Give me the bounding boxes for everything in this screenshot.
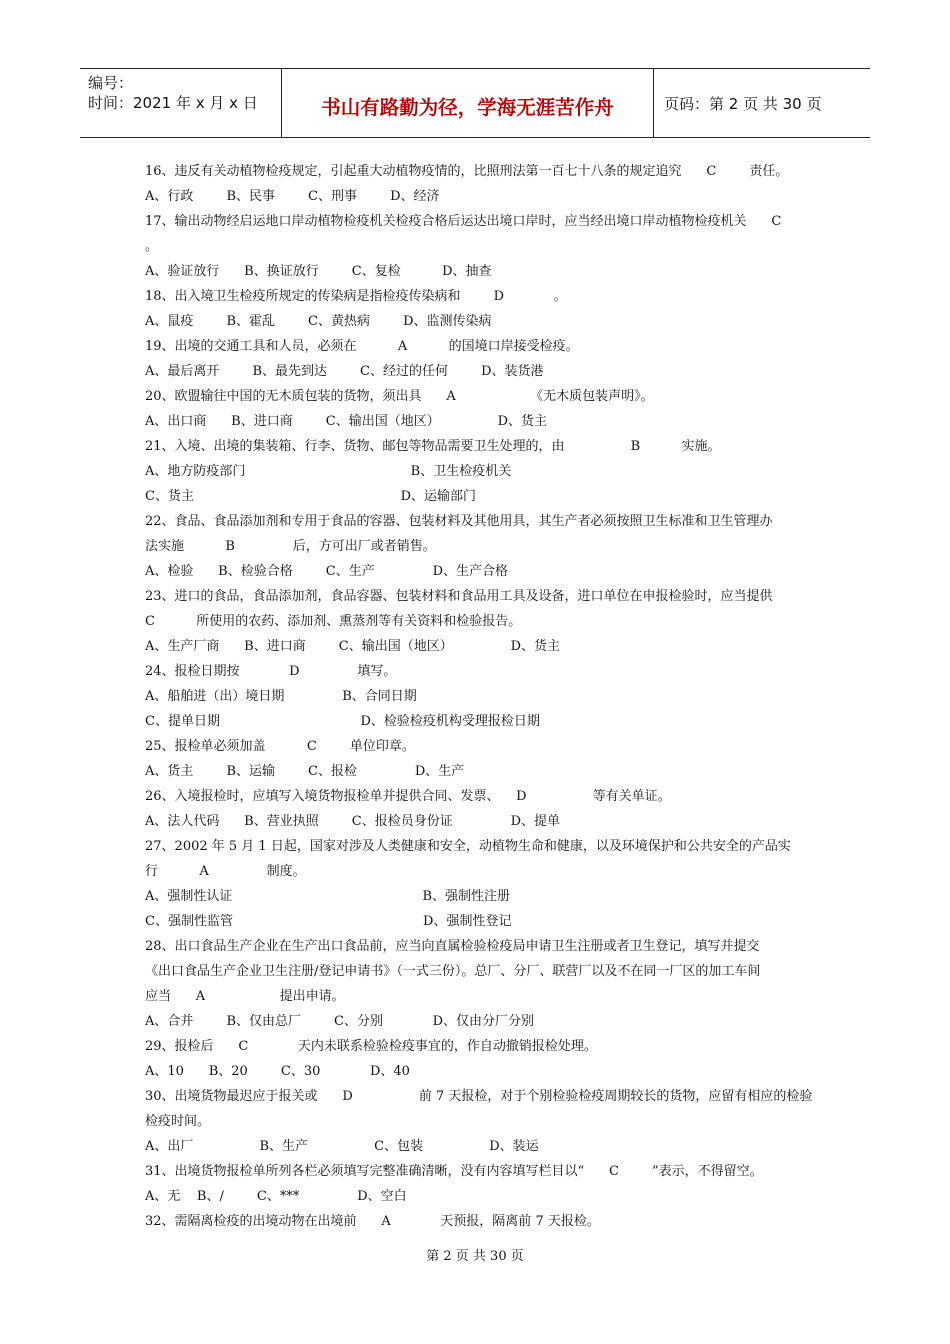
text-line: 法实施 B 后，方可出厂或者销售。 (145, 539, 436, 554)
text-line: 22、食品、食品添加剂和专用于食品的容器、包装材料及其他用具，其生产者必须按照卫生标准和卫生管理办 (145, 514, 773, 529)
text-line: 。 (145, 239, 159, 254)
text-line: A、生产厂商 B、进口商 C、输出国（地区） D、货主 (145, 639, 561, 654)
text-line: 16、违反有关动植物检疫规定，引起重大动植物疫情的，比照刑法第一百七十八条的规定追究 C 责任。 (145, 164, 789, 179)
text-line: A、无 B、/ C、*** D、空白 (145, 1189, 407, 1204)
page-footer: 第 2 页 共 30 页 (426, 1249, 524, 1264)
text-line: A、船舶进（出）境日期 B、合同日期 (145, 689, 417, 704)
text-line: A、验证放行 B、换证放行 C、复检 D、抽查 (145, 264, 492, 279)
question-list (145, 159, 813, 1234)
text-line: 行 A 制度。 (145, 864, 306, 879)
page-header (80, 68, 870, 138)
text-line: C 所使用的农药、添加剂、熏蒸剂等有关资料和检验报告。 (145, 614, 522, 629)
text-line: A、最后离开 B、最先到达 C、经过的任何 D、装货港 (145, 364, 544, 379)
text-line: 29、报检后 C 天内未联系检验检疫事宜的，作自动撤销报检处理。 (145, 1039, 597, 1054)
text-line: 23、进口的食品，食品添加剂，食品容器、包装材料和食品用工具及设备，进口单位在申报检验时，应当提供 (145, 589, 773, 604)
text-line: 30、出境货物最迟应于报关或 D 前 7 天报检，对于个别检验检疫周期较长的货物，应留有相应的检验 (145, 1089, 813, 1104)
text-line: 26、入境报检时，应填写入境货物报检单并提供合同、发票、 D 等有关单证。 (145, 789, 671, 804)
text-line: 17、输出动物经启运地口岸动植物检疫机关检疫合格后运达出境口岸时，应当经出境口岸动植物检疫机关 C (145, 214, 782, 229)
text-line: 18、出入境卫生检疫所规定的传染病是指检疫传染病和 D 。 (145, 289, 567, 304)
text-line: A、检验 B、检验合格 C、生产 D、生产合格 (145, 564, 509, 579)
text-line: A、地方防疫部门 B、卫生检疫机关 (145, 464, 512, 479)
text-line: A、法人代码 B、营业执照 C、报检员身份证 D、提单 (145, 814, 561, 829)
header-page-label: 页码：第 2 页 共 30 页 (664, 94, 822, 113)
text-line: 28、出口食品生产企业在生产出口食品前，应当向直属检验检疫局申请卫生注册或者卫生登记，填写并提交 (145, 939, 760, 954)
text-line: A、行政 B、民事 C、刑事 D、经济 (145, 189, 440, 204)
text-line: 32、需隔离检疫的出境动物在出境前 A 天预报，隔离前 7 天报检。 (145, 1214, 600, 1229)
text-line: 21、入境、出境的集装箱、行李、货物、邮包等物品需要卫生处理的，由 B 实施。 (145, 439, 721, 454)
text-line: A、鼠疫 B、霍乱 C、黄热病 D、监测传染病 (145, 314, 492, 329)
text-line: 25、报检单必须加盖 C 单位印章。 (145, 739, 415, 754)
header-motto: 书山有路勤为径，学海无涯苦作舟 (282, 69, 654, 137)
text-line: 19、出境的交通工具和人员，必须在 A 的国境口岸接受检疫。 (145, 339, 579, 354)
text-line: A、10 B、20 C、30 D、40 (145, 1064, 410, 1079)
header-left-cell (80, 69, 282, 137)
text-line: 31、出境货物报检单所列各栏必须填写完整准确清晰，没有内容填写栏目以“ C ”表示，不得留空。 (145, 1164, 763, 1179)
text-line: A、出口商 B、进口商 C、输出国（地区） D、货主 (145, 414, 548, 429)
text-line: C、提单日期 D、检验检疫机构受理报检日期 (145, 714, 540, 729)
text-line: A、货主 B、运输 C、报检 D、生产 (145, 764, 465, 779)
text-line: 检疫时间。 (145, 1114, 211, 1129)
text-line: A、合并 B、仅由总厂 C、分别 D、仅由分厂分别 (145, 1014, 535, 1029)
document-number-label: 编号： (88, 74, 134, 92)
text-line: A、强制性认证 B、强制性注册 (145, 889, 511, 904)
text-line: 20、欧盟输往中国的无木质包装的货物，须出具 A 《无木质包装声明》。 (145, 389, 654, 404)
text-line: 24、报检日期按 D 填写。 (145, 664, 397, 679)
text-line: C、货主 D、运输部门 (145, 489, 476, 504)
text-line: 27、2002 年 5 月 1 日起，国家对涉及人类健康和安全，动植物生命和健康，以及环境保护和公共安全的产品实 (145, 839, 791, 854)
text-line: 应当 A 提出申请。 (145, 989, 345, 1004)
text-line: A、出厂 B、生产 C、包装 D、装运 (145, 1139, 539, 1154)
text-line: 《出口食品生产企业卫生注册/登记申请书》（一式三份）。总厂、分厂、联营厂以及不在同一厂区的加工车间 (145, 964, 761, 979)
text-line: C、强制性监管 D、强制性登记 (145, 914, 512, 929)
document-date-label: 时间：2021 年 x 月 x 日 (88, 94, 258, 112)
